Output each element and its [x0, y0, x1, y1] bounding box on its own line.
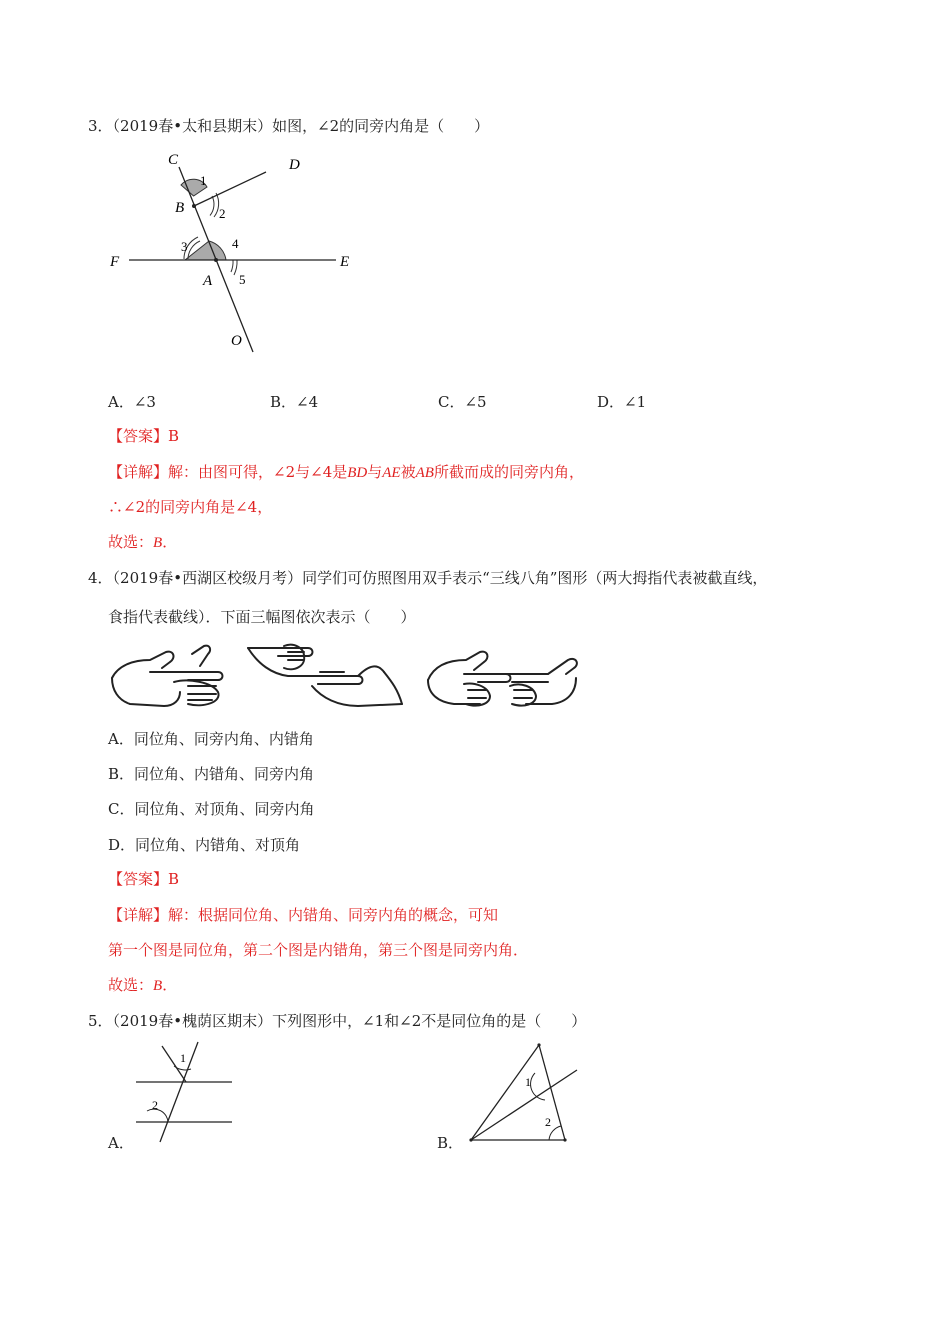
- q4-option-d[interactable]: D．同位角、内错角、对顶角: [108, 836, 301, 854]
- q3-option-d[interactable]: D．∠1: [597, 393, 647, 411]
- label-F: F: [110, 254, 120, 270]
- q5a-angle-1-label: 1: [180, 1051, 186, 1065]
- q4-detail-text: 解：根据同位角、内错角、同旁内角的概念，可知: [168, 906, 499, 924]
- q5-figure-b: [465, 1040, 590, 1150]
- q3-detail-line-1: [108, 462, 584, 483]
- q4-stem-line-1: 4．（2019春•西湖区校级月考）同学们可仿照图用双手表示“三线八角”图形（两大拇指代表被截直线，: [88, 569, 768, 587]
- hands-pic-1: [112, 646, 223, 706]
- q3-choose-end: ．: [162, 533, 178, 551]
- q4-option-b[interactable]: B．同位角、内错角、同旁内角: [108, 765, 315, 783]
- q3-option-a[interactable]: A．∠3: [108, 393, 156, 411]
- q3-choose-value: B: [153, 535, 163, 551]
- q4-choose-label: 故选：: [108, 976, 154, 994]
- q3-detail-bd: BD: [347, 465, 368, 481]
- q4-choose-end: ．: [162, 976, 178, 994]
- q3-detail-ae: AE: [382, 465, 401, 481]
- q5b-angle-2-label: 2: [545, 1115, 551, 1129]
- q3-detail-text-d: 所截而成的同旁内角，: [433, 463, 584, 481]
- q3-detail-tag: 【详解】: [108, 463, 169, 481]
- q4-choose-value: B: [153, 978, 163, 994]
- angle-4-label: 4: [232, 236, 239, 251]
- label-C: C: [168, 152, 179, 168]
- q4-detail-line-2: 第一个图是同位角，第二个图是内错角，第三个图是同旁内角．: [108, 941, 529, 959]
- q3-option-b[interactable]: B．∠4: [270, 393, 319, 411]
- q5b-angle-1-label: 1: [525, 1075, 531, 1089]
- q5-stem: 5．（2019春•槐荫区期末）下列图形中，∠1和∠2不是同位角的是（ ）: [88, 1012, 587, 1030]
- q4-choose: [108, 975, 177, 996]
- label-O: O: [231, 333, 242, 349]
- q3-choose-label: 故选：: [108, 533, 154, 551]
- q4-stem-line-2: 食指代表截线）．下面三幅图依次表示（ ）: [108, 608, 416, 626]
- q4-hands-figure: [108, 642, 578, 714]
- q3-detail-ab: AB: [415, 465, 434, 481]
- q3-stem: 3．（2019春•太和县期末）如图，∠2的同旁内角是（ ）: [88, 117, 490, 135]
- q4-detail-line-1: [108, 905, 498, 925]
- q5-figure-a: [130, 1040, 240, 1150]
- q3-answer: [108, 426, 179, 446]
- angle-3-label: 3: [181, 239, 188, 254]
- angle-5-label: 5: [239, 272, 246, 287]
- q4-answer-tag: 【答案】: [108, 870, 169, 888]
- q3-answer-tag: 【答案】: [108, 427, 169, 445]
- label-A: A: [203, 273, 213, 289]
- q5a-angle-2-label: 2: [152, 1098, 158, 1112]
- q3-figure: [100, 140, 370, 365]
- q3-detail-text-b: 与: [367, 463, 383, 481]
- q5-option-b[interactable]: B．: [437, 1134, 464, 1152]
- q4-answer-value: B: [168, 870, 180, 888]
- q3-answer-value: B: [168, 427, 180, 445]
- angle-2-label: 2: [219, 206, 226, 221]
- label-B: B: [175, 200, 185, 216]
- q4-option-a[interactable]: A．同位角、同旁内角、内错角: [108, 730, 314, 748]
- q4-detail-tag: 【详解】: [108, 906, 169, 924]
- q3-option-c[interactable]: C．∠5: [438, 393, 487, 411]
- label-E: E: [340, 254, 350, 270]
- angle-1-label: 1: [200, 173, 207, 188]
- q4-option-c[interactable]: C．同位角、对顶角、同旁内角: [108, 800, 315, 818]
- q3-detail-line-2: ∴∠2的同旁内角是∠4，: [108, 498, 273, 516]
- hands-pic-2: [248, 645, 402, 706]
- label-D: D: [289, 157, 300, 173]
- q5-option-a[interactable]: A．: [108, 1134, 134, 1152]
- hands-pic-3: [428, 652, 577, 706]
- q3-detail-text-a: 解：由图可得，∠2与∠4是: [168, 463, 348, 481]
- q3-choose: [108, 532, 177, 553]
- q4-answer: [108, 869, 179, 889]
- q3-detail-text-c: 被: [400, 463, 416, 481]
